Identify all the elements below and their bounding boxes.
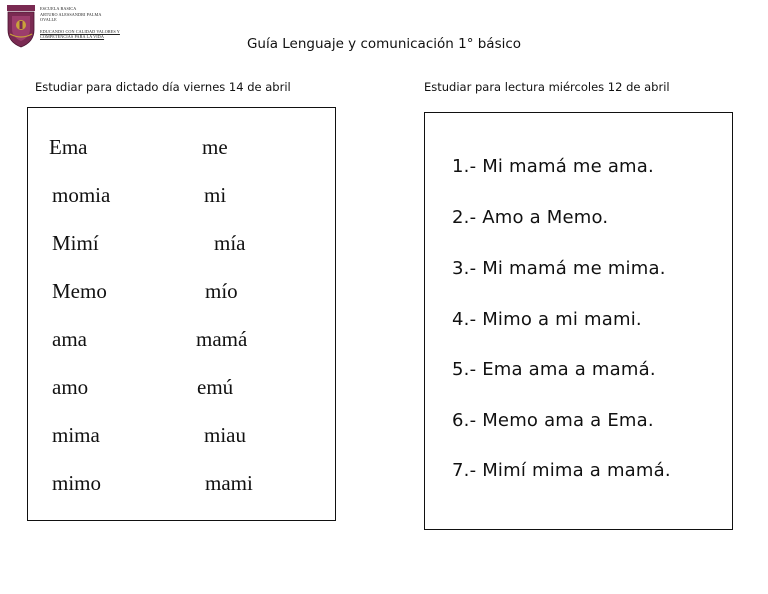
dictation-label: Estudiar para dictado día viernes 14 de abril <box>35 80 291 94</box>
dictation-word: mía <box>214 231 246 255</box>
reading-sentence: 6.- Memo ama a Ema. <box>452 410 654 431</box>
reading-sentence-box <box>424 112 733 530</box>
dictation-word: mimo <box>52 471 102 495</box>
dictation-word: amo <box>52 375 89 399</box>
page-title-text: Guía Lenguaje y comunicación 1° básico <box>246 36 522 52</box>
dictation-word: Ema <box>49 135 88 159</box>
dictation-word: miau <box>204 423 246 447</box>
reading-sentence: 2.- Amo a Memo. <box>452 207 609 228</box>
reading-sentence: 4.- Mimo a mi mami. <box>452 309 642 330</box>
dictation-word: mami <box>205 471 253 495</box>
dictation-word-box <box>27 107 336 521</box>
dictation-word: Memo <box>52 279 107 303</box>
school-line: ARTURO ALESSANDRI PALMA <box>40 11 102 17</box>
page-title <box>0 36 768 52</box>
reading-sentence: 5.- Ema ama a mamá. <box>452 359 656 380</box>
reading-sentence: 3.- Mi mamá me mima. <box>452 258 666 279</box>
school-name <box>40 6 120 40</box>
dictation-word: emú <box>197 375 234 399</box>
dictation-word: Mimí <box>52 231 99 255</box>
dictation-word: mamá <box>196 327 248 351</box>
school-motto-line: COMPETENCIAS PARA LA VIDA <box>40 34 105 40</box>
dictation-word: mima <box>52 423 100 447</box>
school-line: ESCUELA BASICA <box>40 6 77 11</box>
reading-label: Estudiar para lectura miércoles 12 de abril <box>424 80 670 94</box>
school-motto-line: EDUCANDO CON CALIDAD VALORES Y <box>40 28 120 34</box>
dictation-word: momia <box>52 183 111 207</box>
dictation-word: mi <box>204 183 227 207</box>
school-line: OVALLE <box>40 17 57 23</box>
dictation-word: mío <box>205 279 238 303</box>
reading-sentence: 1.- Mi mamá me ama. <box>452 156 654 177</box>
reading-sentence: 7.- Mimí mima a mamá. <box>452 460 671 481</box>
dictation-word: ama <box>52 327 87 351</box>
dictation-word: me <box>202 135 228 159</box>
